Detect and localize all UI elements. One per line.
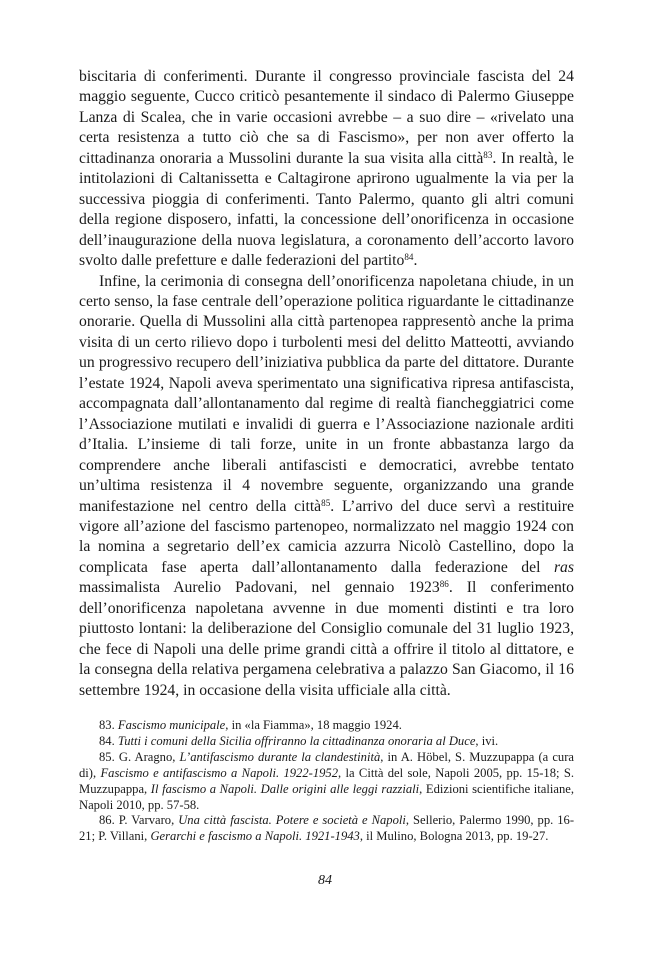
footnote-italic: L’antifascismo durante la clandestinità bbox=[179, 749, 381, 764]
footnote-italic: Una città fascista. Potere e società e Napoli bbox=[178, 813, 406, 828]
body-text bbox=[79, 67, 574, 701]
footnote-number: 86. bbox=[99, 813, 119, 828]
footnote-number: 84. bbox=[99, 733, 118, 748]
footnote-84 bbox=[79, 734, 574, 750]
paragraph-2-italic-ras: ras bbox=[553, 558, 574, 576]
footnote-italic: Fascismo e antifascismo a Napoli. 1922-1952 bbox=[100, 765, 339, 780]
footnote-text: P. Varvaro, bbox=[118, 813, 179, 828]
footnote-83 bbox=[79, 718, 574, 734]
footnote-ref-84: 84 bbox=[404, 252, 414, 263]
paragraph-2-text-1: Infine, la cerimonia di consegna dell’onorificenza napoletana chiude, in un certo senso, la fase centrale dell’operazione politica riguardante le cittadinanze onorarie. Quella di Mussolini alla città partenopea rappresentò anche la prima visita di un certo rilievo dopo i turbolenti mesi del delitto Matteotti, avviando un progressivo recupero dell’iniziativa pubblica da parte del dittatore. Durante l’estate 1924, Napoli aveva sperimentato una significativa ripresa antifascista, accompagnata dall’allontanamento dal regime di realtà fiancheggiatrici come l’Associazione mutilati e invalidi di guerra e l’Associazione nazionale arditi d’Italia. L’insieme di tali forze, unite in un fronte abbastanza largo da comprendere anche liberali antifascisti e democratici, avrebbe tentato un’ultima resistenza il 4 novembre seguente, organizzando una grande manifestazione nel centro della città bbox=[79, 272, 574, 515]
footnote-italic: Tutti i comuni della Sicilia offriranno la cittadinanza onoraria al Duce bbox=[117, 733, 476, 748]
footnote-85 bbox=[79, 750, 574, 814]
footnote-text: , in A. Höbel, S. Muzzupappa (a cura di), bbox=[79, 749, 575, 780]
paragraph-2-text-3: massimalista Aurelio Padovani, nel gennaio 1923 bbox=[79, 579, 440, 597]
footnote-ref-86: 86 bbox=[439, 579, 449, 590]
paragraph-1-text-2: . In realtà, le intitolazioni di Caltanissetta e Caltagirone aprirono ugualmente la via per la successiva pioggia di conferimenti. Tanto Palermo, quanto gli altri comuni della regione disposero, infatti, la concessione dell’onorificenza in occasione dell’inaugurazione della nuova legislatura, a coronamento dell’accorto lavoro svolto dalle prefetture e dalle federazioni del partito bbox=[79, 149, 574, 270]
footnote-text: , Sellerio, Palermo 1990, pp. 16-21; P. Villani, bbox=[79, 813, 575, 844]
paragraph-1-text-1: biscitaria di conferimenti. Durante il congresso provinciale fascista del 24 maggio seguente, Cucco criticò pesantemente il sindaco di Palermo Giuseppe Lanza di Scalea, che in varie occasioni avrebbe – a suo dire – «rivelato una certa resistenza a tutto ciò che sa di Fascismo», per non aver offerto la cittadinanza onoraria a Mussolini durante la sua visita alla città bbox=[79, 68, 574, 167]
footnotes bbox=[79, 718, 574, 845]
paragraph-2-text-2: . L’arrivo del duce servì a restituire vigore all’azione del fascismo partenopeo, normalizzato nel maggio 1924 con la nomina a segretario dell’ex camicia azzurra Nicolò Castellino, dopo la complicata fase aperta dall’allontanamento dalla federazione del bbox=[79, 497, 574, 576]
footnote-text: , ivi. bbox=[475, 733, 499, 748]
page-number: 84 bbox=[318, 873, 332, 888]
paragraph-1-text-3: . bbox=[413, 252, 418, 270]
footnote-text: , Edizioni scientifiche italiane, Napoli 2010, pp. 57-58. bbox=[79, 781, 574, 812]
footnote-text: , in «la Fiamma», 18 maggio 1924. bbox=[225, 718, 402, 732]
footnote-number: 85. bbox=[99, 749, 119, 764]
footnote-ref-85: 85 bbox=[321, 497, 331, 508]
footnote-italic: Il fascismo a Napoli. Dalle origini alle leggi razziali bbox=[150, 781, 420, 796]
paragraph-2 bbox=[79, 272, 574, 702]
footnote-number: 83. bbox=[99, 718, 118, 732]
footnote-text: , la Città del sole, Napoli 2005, pp. 15-18; S. Muzzupappa, bbox=[79, 765, 574, 796]
footnote-italic: Fascismo municipale bbox=[117, 718, 226, 732]
footnote-86 bbox=[79, 813, 574, 845]
footnote-italic: Gerarchi e fascismo a Napoli. 1921-1943 bbox=[150, 829, 360, 844]
footnote-ref-83: 83 bbox=[483, 149, 493, 160]
footnote-text: , il Mulino, Bologna 2013, pp. 19-27. bbox=[359, 829, 549, 844]
footnote-text: G. Aragno, bbox=[118, 749, 180, 764]
paragraph-2-text-4: . Il conferimento dell’onorificenza napoletana avvenne in due momenti distinti e tra loro piuttosto lontani: la deliberazione del Consiglio comunale del 31 luglio 1923, che fece di Napoli una delle prime grandi città a offrire il titolo al dittatore, e la consegna della relativa pergamena celebrativa a palazzo San Giacomo, il 16 settembre 1924, in occasione della visita ufficiale alla città. bbox=[79, 579, 574, 699]
paragraph-1 bbox=[79, 67, 574, 272]
